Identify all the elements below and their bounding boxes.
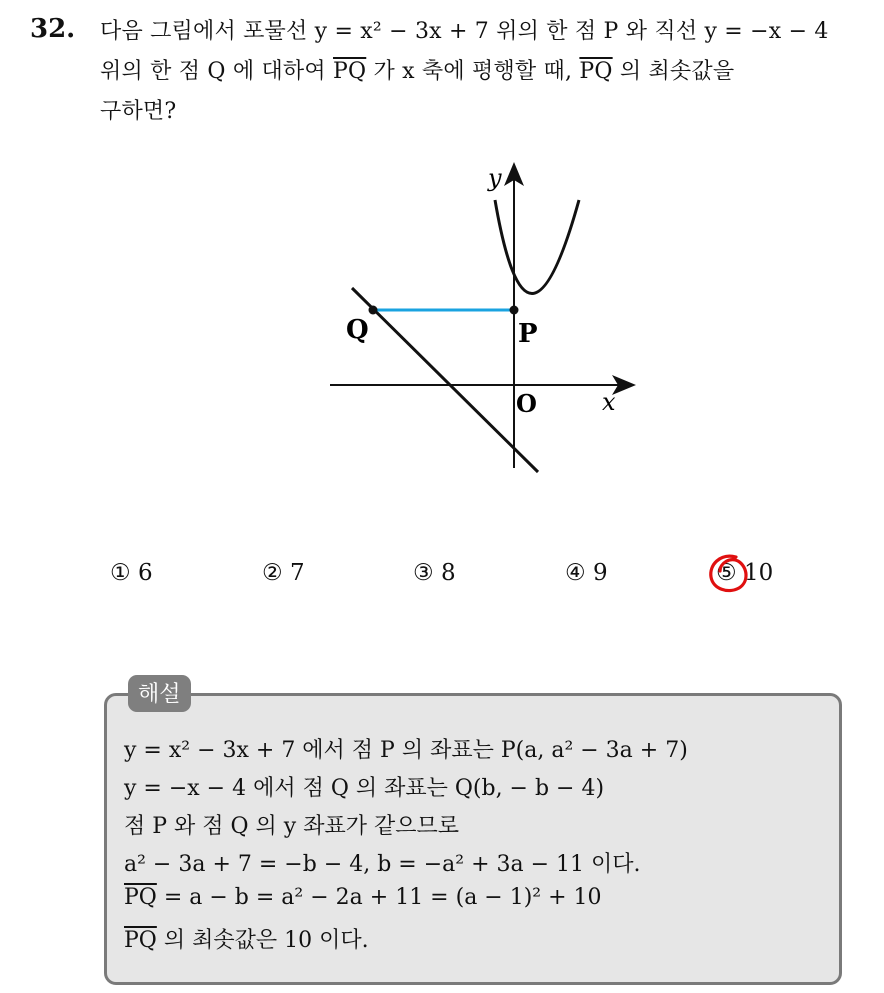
point-p-label: P [518,319,538,349]
solution-tab: 해설 [128,675,191,712]
point-p-dot [510,306,519,315]
y-axis-label: y [488,164,502,192]
choice-3[interactable] [413,560,456,586]
solution-line-4: a² − 3a + 7 = −b − 4, b = −a² + 3a − 11 이다. [124,852,641,877]
choice-2[interactable] [262,560,305,586]
segment-pq-label-2: $\overline{PQ}$ [579,59,613,84]
x-axis-label: x [602,388,616,416]
question-line-1: 다음 그림에서 포물선 y = x² − 3x + 7 위의 한 점 P 와 직선 y = −x − 4 [100,19,829,44]
question-line-2-mid: 가 x 축에 평행할 때, [366,59,580,84]
segment-pq-label: $\overline{PQ}$ [333,59,367,84]
line-graph [352,288,538,472]
question-line-2-pre: 위의 한 점 Q 에 대하여 [100,59,334,84]
solution-line-6 [124,923,369,954]
solution-line-1: y = x² − 3x + 7 에서 점 P 의 좌표는 P(a, a² − 3a + 7) [124,738,688,763]
solution-line-2: y = −x − 4 에서 점 Q 의 좌표는 Q(b, − b − 4) [124,776,605,801]
question-line-2-post: 의 최솟값을 [612,59,735,84]
choice-2-mark: ② [262,560,283,586]
choice-5-mark: ⑤ [716,560,737,586]
choice-3-value: 8 [440,560,456,586]
point-q-label: Q [346,315,369,345]
choice-1-mark: ① [110,560,131,586]
choice-1[interactable] [110,560,153,586]
answer-circle-icon [706,551,752,597]
choice-4[interactable] [565,560,608,586]
solution-line-5 [124,885,602,910]
question-number: 32. [30,14,76,44]
point-q-dot [369,306,378,315]
choice-4-mark: ④ [565,560,586,586]
choice-5-value: 10 [743,560,774,586]
solution-line-5-rest: = a − b = a² − 2a + 11 = (a − 1)² + 10 [156,885,602,910]
solution-pq-label-2: $\overline{PQ}$ [124,928,157,953]
solution-line-6-rest: 의 최솟값은 10 이다. [156,928,369,953]
choice-1-value: 6 [137,560,153,586]
question-line-3: 구하면? [100,99,177,124]
choice-4-value: 9 [592,560,608,586]
origin-label: O [516,389,537,418]
choice-2-value: 7 [289,560,305,586]
parabola-graph [495,200,579,294]
solution-line-3: 점 P 와 점 Q 의 y 좌표가 같으므로 [124,814,459,839]
solution-pq-label: $\overline{PQ}$ [124,885,157,910]
choice-3-mark: ③ [413,560,434,586]
